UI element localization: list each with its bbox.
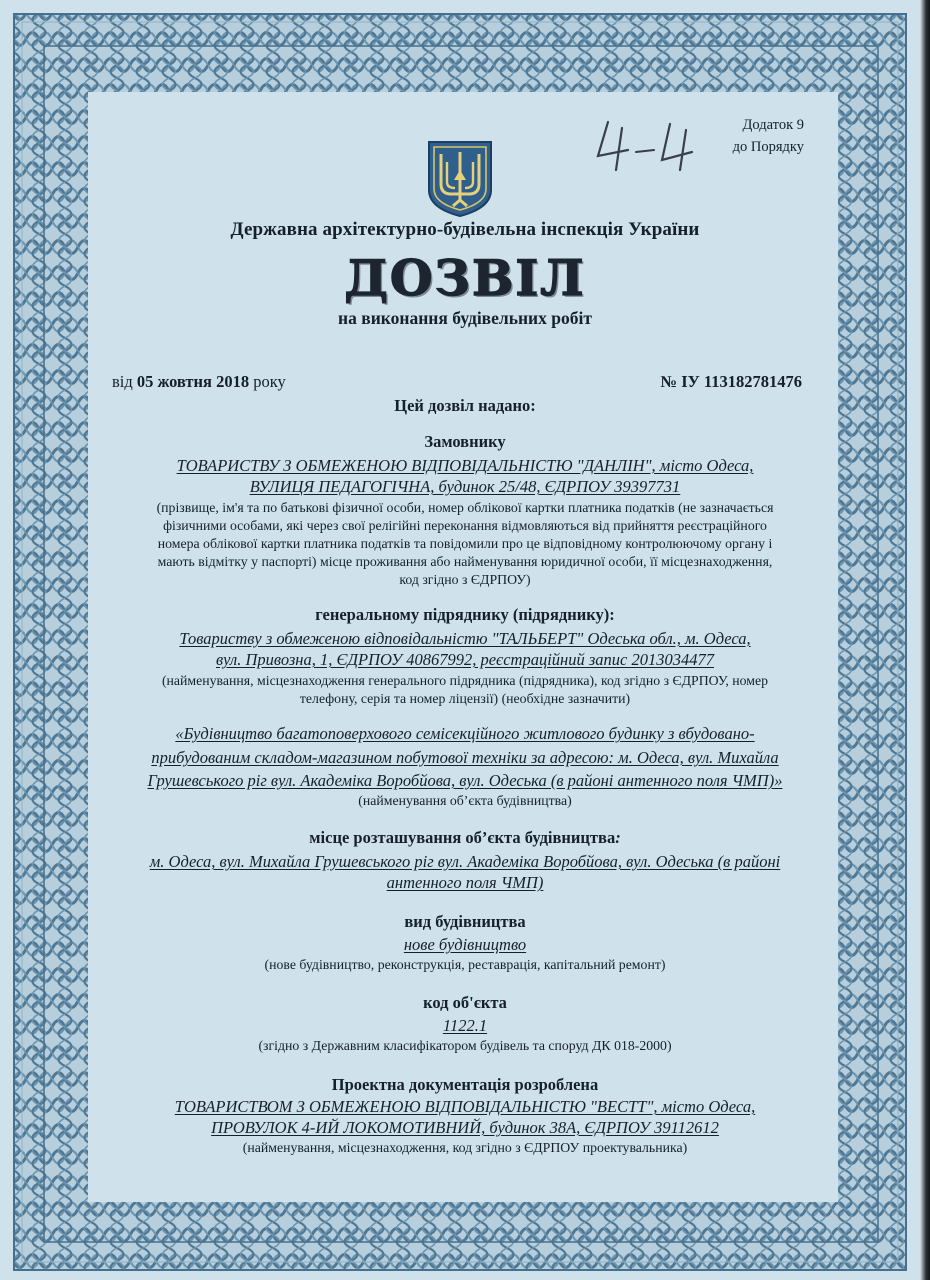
customer-value-line-1: ТОВАРИСТВУ З ОБМЕЖЕНОЮ ВІДПОВІДАЛЬНІСТЮ "ДАНЛІН", місто Одеса, <box>176 456 754 475</box>
date-suffix: року <box>253 372 286 391</box>
document-subtitle: на виконання будівельних робіт <box>338 308 592 328</box>
design-note: (найменування, місцезнаходження, код згідно з ЄДРПОУ проектувальника) <box>242 1140 688 1155</box>
construction-type-heading: вид будівництва <box>404 912 526 931</box>
location-value-line-1: м. Одеса, вул. Михайла Грушевського ріг вул. Академіка Воробйова, вул. Одеська (в районі <box>149 852 781 871</box>
date-value: 05 жовтня 2018 <box>136 372 250 391</box>
contractor-heading: генеральному підряднику (підряднику): <box>315 605 615 624</box>
object-value-line-3: Грушевського ріг вул. Академіка Воробйова, вул. Одеська (в районі антенного поля ЧМП)» <box>147 771 783 790</box>
scan-edge <box>920 0 930 1280</box>
design-value-line-1: ТОВАРИСТВОМ З ОБМЕЖЕНОЮ ВІДПОВІДАЛЬНІСТЮ "ВЕСТТ", місто Одеса, <box>174 1097 756 1116</box>
customer-note-line-3: номера облікової картки платника податків та повідомили про це відповідному контролюючому органу і <box>157 536 773 551</box>
customer-note-line-4: мають відмітку у паспорті) місце проживання або найменування юридичної особи, її місцезнаходження, <box>157 554 773 569</box>
document-title: ДОЗВІЛ <box>344 249 586 307</box>
annex-reference <box>733 114 804 158</box>
contractor-note-line-1: (найменування, місцезнаходження генерального підрядника (підрядника), код згідно з ЄДРПОУ, номер <box>161 673 769 688</box>
object-code-value: 1122.1 <box>442 1016 488 1035</box>
location-heading <box>100 828 830 848</box>
agency-name: Державна архітектурно-будівельна інспекція України <box>230 219 700 240</box>
object-value-line-2: прибудованим складом-магазином побутової техніки за адресою: м. Одеса, вул. Михайла <box>151 748 779 767</box>
annex-line-2: до Порядку <box>732 139 804 155</box>
customer-heading: Замовнику <box>424 432 506 451</box>
contractor-note-line-2: телефону, серія та номер ліцензії) (необхідне зазначити) <box>299 691 631 706</box>
location-value-line-2: антенного поля ЧМП) <box>386 873 544 892</box>
contractor-value-line-1: Товариству з обмеженою відповідальністю "ТАЛЬБЕРТ" Одеська обл., м. Одеса, <box>179 629 751 648</box>
granted-heading: Цей дозвіл надано: <box>394 396 536 415</box>
object-code-note: (згідно з Державним класифікатором будівель та споруд ДК 018-2000) <box>258 1038 672 1053</box>
trident-emblem-icon <box>425 140 495 218</box>
location-heading-text: місце розташування об’єкта будівництва <box>309 828 616 847</box>
design-value-line-2: ПРОВУЛОК 4-ИЙ ЛОКОМОТИВНИЙ, будинок 38А, ЄДРПОУ 39112612 <box>211 1118 719 1137</box>
customer-value-line-2: ВУЛИЦЯ ПЕДАГОГІЧНА, будинок 25/48, ЄДРПОУ 39397731 <box>249 477 681 496</box>
object-code-heading: код об'єкта <box>423 993 507 1012</box>
object-value-line-1: «Будівництво багатоповерхового семісекційного житлового будинку з вбудовано- <box>175 724 755 743</box>
customer-note-line-1: (прізвище, ім'я та по батькові фізичної особи, номер облікової картки платника податків (не зазначається <box>156 500 774 515</box>
customer-note-line-2: фізичними особами, які через свої релігійні переконання відмовляються від прийняття реєстраційного <box>163 518 767 533</box>
contractor-value-line-2: вул. Привозна, 1, ЄДРПОУ 40867992, реєстраційний запис 2013034477 <box>215 650 714 669</box>
permit-number: № ІУ 113182781476 <box>660 372 802 391</box>
construction-type-note: (нове будівництво, реконструкція, реставрація, капітальний ремонт) <box>264 957 666 972</box>
date-prefix: від <box>112 372 133 391</box>
issue-date <box>112 372 286 392</box>
object-note: (найменування об’єкта будівництва) <box>358 793 572 808</box>
construction-type-value: нове будівництво <box>403 935 527 954</box>
annex-line-1: Додаток 9 <box>742 117 804 133</box>
customer-note-line-5: код згідно з ЄДРПОУ) <box>399 572 531 587</box>
location-heading-colon: : <box>615 828 621 847</box>
design-heading: Проектна документація розроблена <box>331 1075 599 1094</box>
handwritten-mark <box>592 114 712 174</box>
